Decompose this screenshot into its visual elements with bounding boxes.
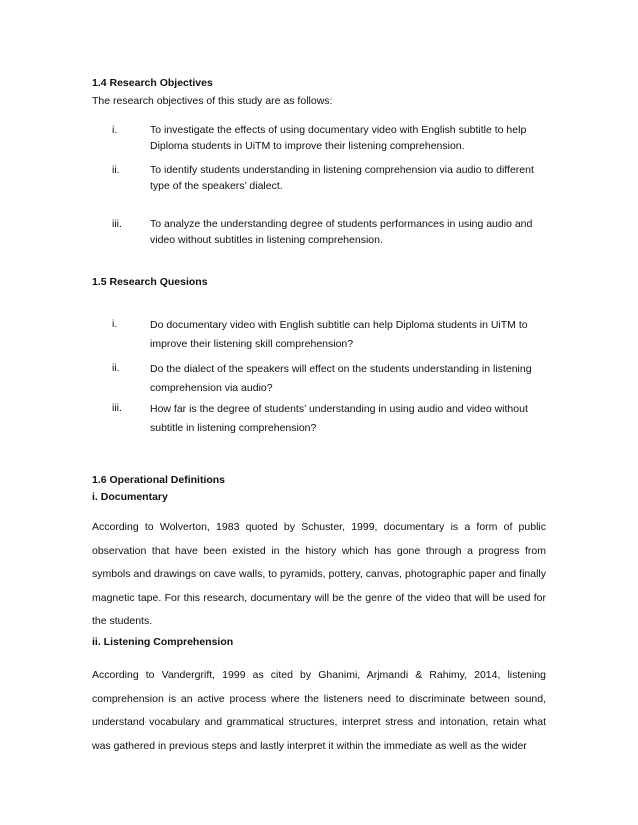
objective-3-text: To analyze the understanding degree of students performances in using audio and video without subtitles in listening comprehension. — [150, 218, 533, 246]
question-2-text: Do the dialect of the speakers will effect on the students understanding in listening comprehension via audio? — [150, 363, 532, 394]
section-1-6-heading: 1.6 Operational Definitions — [92, 474, 226, 486]
documentary-paragraph: According to Wolverton, 1983 quoted by Schuster, 1999, documentary is a form of public observation that have been existed in the history which has gone through a progress from symbols and drawings on cave walls, to pyramids, pottery, canvas, photographic paper and finally magnetic tape. For this research, documentary will be the genre of the video that will be used for the students. — [92, 521, 546, 627]
documentary-subheading: i. Documentary — [92, 491, 168, 503]
question-1-number: i. — [112, 318, 118, 330]
section-1-4-intro: The research objectives of this study are as follows: — [92, 95, 333, 107]
objective-2-number: ii. — [112, 164, 120, 176]
section-1-5-heading: 1.5 Research Quesions — [92, 276, 208, 288]
listening-paragraph: According to Vandergrift, 1999 as cited by Ghanimi, Arjmandi & Rahimy, 2014, listening comprehension is an active process where the listeners need to discriminate between sound, understand vocabulary and grammatical structures, interpret stress and intonation, retain what was gathered in previous steps and lastly interpret it within the immediate as well as the wider — [92, 669, 546, 752]
question-3-text: How far is the degree of students’ understanding in using audio and video without subtitle in listening comprehension? — [150, 403, 528, 434]
objective-3-number: iii. — [112, 218, 122, 230]
objective-1-text: To investigate the effects of using documentary video with English subtitle to help Diploma students in UiTM to improve their listening comprehension. — [150, 124, 527, 152]
question-1-text: Do documentary video with English subtitle can help Diploma students in UiTM to improve their listening skill comprehension? — [150, 319, 528, 350]
section-1-4-heading: 1.4 Research Objectives — [92, 77, 213, 89]
listening-subheading: ii. Listening Comprehension — [92, 636, 234, 648]
question-3-number: iii. — [112, 402, 122, 414]
question-2-number: ii. — [112, 362, 120, 374]
objective-2-text: To identify students understanding in listening comprehension via audio to different type of the speakers’ dialect. — [150, 164, 534, 192]
objective-1-number: i. — [112, 124, 118, 136]
